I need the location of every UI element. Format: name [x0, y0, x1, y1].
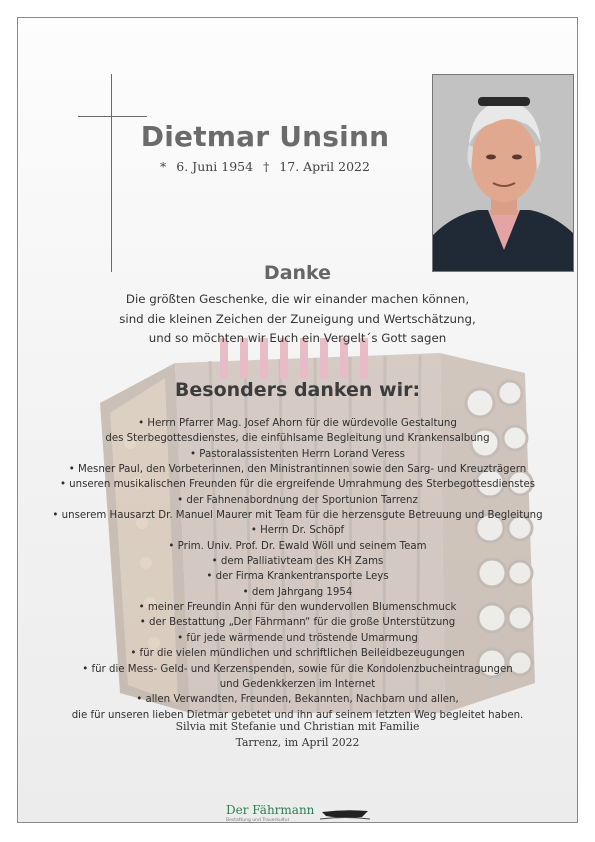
- cross-icon-horizontal: [78, 116, 147, 117]
- thanks-line: • Herrn Dr. Schöpf: [250, 525, 345, 537]
- thanks-line: • meiner Freundin Anni für den wundervollen Blumenschmuck: [138, 602, 457, 614]
- danke-title: Danke: [263, 262, 332, 284]
- cross-icon-vertical: [111, 74, 112, 272]
- place-date: Tarrenz, im April 2022: [235, 735, 360, 749]
- deceased-name: Dietmar Unsinn: [140, 120, 390, 153]
- logo-subtitle: Bestattung und Trauerkultur: [226, 818, 290, 823]
- boat-icon: [320, 807, 370, 821]
- portrait-photo: [432, 74, 574, 272]
- thanks-line: • unserem Hausarzt Dr. Manuel Maurer mit Team für die herzensgute Betreuung und Begleitung: [52, 510, 543, 522]
- intro-line: und so möchten wir Euch ein Vergelt´s Gott sagen: [148, 331, 447, 345]
- born-symbol: *: [160, 159, 167, 174]
- born-date: 6. Juni 1954: [176, 159, 254, 174]
- died-symbol: †: [263, 159, 270, 174]
- thanks-line: • allen Verwandten, Freunden, Bekannten, Nachbarn und allen,: [136, 694, 459, 706]
- thanks-line: • für jede wärmende und tröstende Umarmung: [177, 632, 418, 644]
- thanks-line: • der Firma Krankentransporte Leys: [206, 571, 389, 583]
- life-dates: [130, 159, 400, 174]
- thanks-line: • für die vielen mündlichen und schriftlichen Beileidbezeugungen: [130, 648, 465, 660]
- portrait-image: [433, 75, 574, 272]
- thanks-line: • der Bestattung „Der Fährmann“ für die große Unterstützung: [139, 617, 456, 629]
- danke-intro: [0, 290, 595, 349]
- intro-line: sind die kleinen Zeichen der Zuneigung und Wertschätzung,: [119, 311, 476, 326]
- thanks-line: • Herrn Pfarrer Mag. Josef Ahorn für die würdevolle Gestaltung: [138, 418, 457, 429]
- funeral-home-logo: [226, 803, 376, 825]
- thanks-line: • Pastoralassistenten Herrn Lorand Veress: [190, 448, 405, 460]
- thanks-line: die für unseren lieben Dietmar gebetet und ihn auf seinem letzten Weg begleitet haben.: [71, 709, 524, 721]
- special-thanks-title: Besonders danken wir:: [174, 379, 421, 401]
- thanks-line: • Mesner Paul, den Vorbeterinnen, den Ministrantinnen sowie den Sarg- und Kreuzträgern: [68, 464, 527, 476]
- intro-line: Die größten Geschenke, die wir einander machen können,: [125, 292, 470, 306]
- thanks-line: • der Fahnenabordnung der Sportunion Tarrenz: [177, 494, 418, 506]
- family-signature: Silvia mit Stefanie und Christian mit Familie: [175, 720, 420, 733]
- logo-name: Der Fährmann: [226, 803, 315, 817]
- thanks-line: • unseren musikalischen Freunden für die ergreifende Umrahmung des Sterbegottesdienstes: [59, 479, 536, 491]
- died-date: 17. April 2022: [279, 159, 370, 174]
- signature-block: [0, 719, 595, 750]
- thanks-line: • für die Mess- Geld- und Kerzenspenden, sowie für die Kondolenzbucheintragungen: [82, 663, 513, 675]
- thanks-line: • dem Jahrgang 1954: [242, 586, 353, 598]
- thanks-line: des Sterbegottesdienstes, die einfühlsame Begleitung und Krankensalbung: [105, 433, 490, 445]
- thanks-list: [0, 416, 595, 723]
- thanks-line: • Prim. Univ. Prof. Dr. Ewald Wöll und seinem Team: [168, 540, 427, 552]
- thanks-line: und Gedenkkerzen im Internet: [219, 678, 376, 690]
- thanks-line: • dem Palliativteam des KH Zams: [211, 556, 384, 568]
